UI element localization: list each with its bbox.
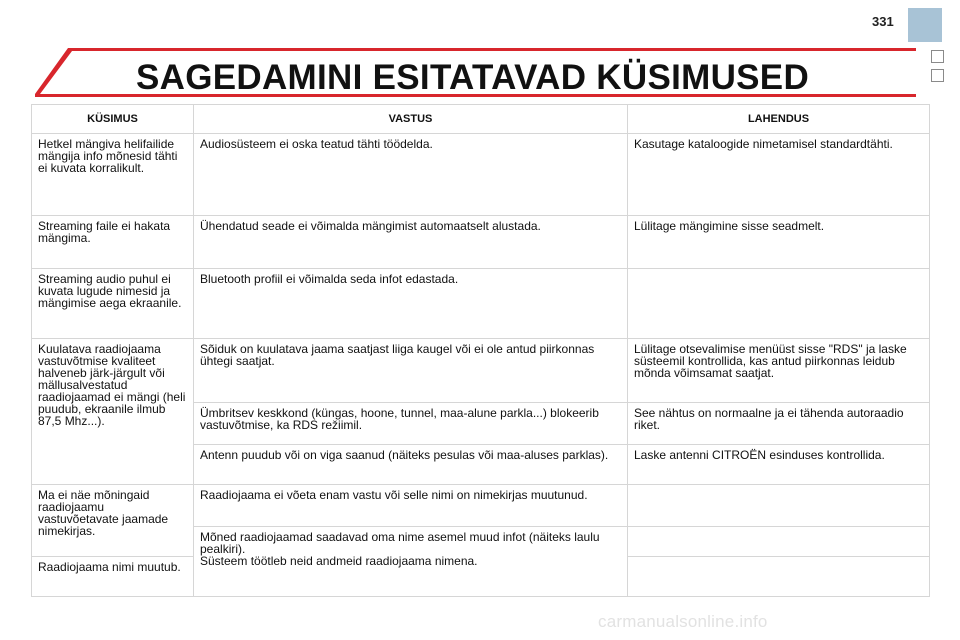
header-row	[32, 105, 930, 134]
page-title: SAGEDAMINI ESITATAVAD KÜSIMUSED	[136, 58, 810, 97]
question-cell: Streaming faile ei hakata mängima.	[32, 216, 194, 269]
answer-cell: Sõiduk on kuulatava jaama saatjast liiga kaugel või ei ole antud piirkonnas ühtegi saatjat.	[194, 339, 628, 403]
column-header-question: KÜSIMUS	[32, 105, 194, 134]
side-checkbox-2	[931, 69, 944, 82]
solution-cell	[628, 485, 930, 527]
solution-cell: Lülitage otsevalimise menüüst sisse "RDS" ja laske süsteemil kontrollida, kas antud piirkonnas leidub mõnda võimsamat saatjat.	[628, 339, 930, 403]
question-cell: Kuulatava raadiojaama vastuvõtmise kvaliteet halveneb järk-järgult või mällusalvestatud raadiojaamad ei mängi (heli puudub, ekraanile ilmub 87,5 Mhz...).	[32, 339, 194, 485]
solution-cell	[628, 269, 930, 339]
column-header-solution: LAHENDUS	[628, 105, 930, 134]
faq-table	[31, 104, 930, 597]
answer-cell: Ühendatud seade ei võimalda mängimist automaatselt alustada.	[194, 216, 628, 269]
solution-cell	[628, 557, 930, 597]
answer-cell: Audiosüsteem ei oska teatud tähti töödelda.	[194, 134, 628, 216]
answer-text: Mõned raadiojaamad saadavad oma nime asemel muud infot (näiteks laulu pealkiri).	[200, 530, 600, 556]
column-header-answer: VASTUS	[194, 105, 628, 134]
question-cell: Streaming audio puhul ei kuvata lugude nimesid ja mängimise aega ekraanile.	[32, 269, 194, 339]
question-cell: Ma ei näe mõningaid raadiojaamu vastuvõetavate jaamade nimekirjas.	[32, 485, 194, 557]
answer-cell: Antenn puudub või on viga saanud (näiteks pesulas või maa-aluses parklas).	[194, 445, 628, 485]
answer-cell: Bluetooth profiil ei võimalda seda infot edastada.	[194, 269, 628, 339]
answer-cell: Raadiojaama ei võeta enam vastu või selle nimi on nimekirjas muutunud.	[194, 485, 628, 527]
table-row	[32, 485, 930, 527]
table-row	[32, 216, 930, 269]
answer-cell	[194, 527, 628, 597]
question-cell: Raadiojaama nimi muutub.	[32, 557, 194, 597]
page-number: 331	[872, 14, 894, 29]
answer-cell: Ümbritsev keskkond (küngas, hoone, tunnel, maa-alune parkla...) blokeerib vastuvõtmise, ka RDS režiimil.	[194, 403, 628, 445]
solution-cell: Kasutage kataloogide nimetamisel standardtähti.	[628, 134, 930, 216]
table-row	[32, 134, 930, 216]
table-row	[32, 269, 930, 339]
answer-text: Süsteem töötleb neid andmeid raadiojaama nimena.	[200, 554, 478, 568]
solution-cell: See nähtus on normaalne ja ei tähenda autoraadio riket.	[628, 403, 930, 445]
solution-cell: Laske antenni CITROËN esinduses kontrollida.	[628, 445, 930, 485]
table-row	[32, 339, 930, 403]
solution-cell: Lülitage mängimine sisse seadmelt.	[628, 216, 930, 269]
solution-cell	[628, 527, 930, 557]
watermark-text: carmanualsonline.info	[598, 612, 768, 631]
page-tab-marker	[908, 8, 942, 42]
question-cell: Hetkel mängiva helifailide mängija info mõnesid tähti ei kuvata korralikult.	[32, 134, 194, 216]
side-checkbox-1	[931, 50, 944, 63]
